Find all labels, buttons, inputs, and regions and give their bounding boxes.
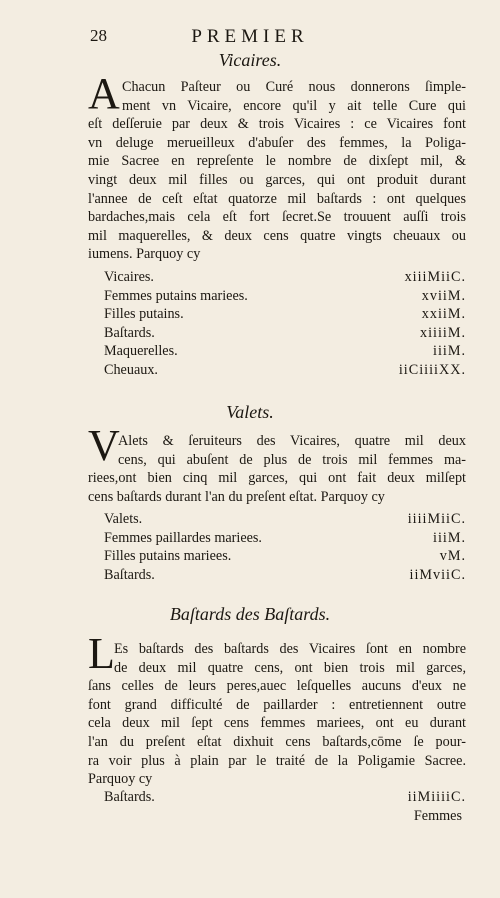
text-line: mil maquerelles, & deux cens quatre vingts cheuaux ou [88,227,466,244]
text-line: font grand difficulté de paillarder : entretiennent outre [88,696,466,713]
paragraph-valets [88,432,466,506]
tally-label: Filles putains. [104,306,184,323]
tally-value: iiMviiC. [409,566,466,583]
page-header [0,26,500,50]
text-line: l'annee de ceſt eſtat quatorze mil baſtards : ont quelques [88,190,466,207]
text-line: iumens. Parquoy cy [88,246,201,263]
text-line: de deux mil quatre cens, ont bien trois mil garces, [114,659,466,676]
text-line: mie Sacree en repreſente le nombre de dixſept mil, & [88,153,466,170]
tally-row [104,510,466,529]
tally-value: iiiM. [433,343,466,360]
text-line: Chacun Paſteur ou Curé nous donnerons ſimple- [122,79,466,95]
tally-label: Femmes putains mariees. [104,287,248,304]
paragraph-bastards [88,640,466,789]
drop-cap: V [88,421,120,470]
text-line: cela deux mil ſept cens femmes mariees, ont eu durant [88,715,466,732]
tally-value: iiMiiiiC. [407,789,466,805]
tally-row [104,547,466,566]
drop-cap: L [88,629,115,678]
section-title-valets: Valets. [226,402,274,422]
tally-row [104,788,466,807]
tally-label: Valets. [104,511,143,527]
text-line: cens baſtards durant l'an du preſent eſtat. Parquoy cy [88,488,385,505]
tally-row [104,529,466,548]
tally-label: Baſtards. [104,324,155,341]
drop-cap: A [88,69,120,118]
tally-row [104,324,466,343]
running-title: PREMIER [191,26,309,47]
page-number: 28 [90,26,107,45]
tally-value: iiCiiiiXX. [398,361,466,378]
tally-label: Baſtards. [104,789,155,805]
tally-valets [104,510,466,584]
tally-value: vM. [439,548,466,565]
text-line: bardaches,mais cela eſt fort ſecret.Se trouuent auſſi trois [88,209,466,226]
tally-label: Maquerelles. [104,343,178,360]
paragraph-vicaires [88,78,466,264]
tally-row [104,287,466,306]
tally-label: Cheuaux. [104,361,158,378]
section-title-vicaires: Vicaires. [218,50,282,70]
tally-vicaires [104,268,466,380]
tally-label: Vicaires. [104,269,154,285]
tally-row [104,305,466,324]
tally-row [104,566,466,585]
tally-row [104,361,466,380]
text-line: l'an du preſent eſtat dixhuit cens baſtards,cōme ſe pour- [88,733,466,750]
text-line: eſt deſſeruie par deux & trois Vicaires : ce Vicaires font [88,116,466,133]
text-line: ſans celles de leurs peres,auec leſquelles aucuns d'eux ne [88,678,466,695]
text-line: vn deluge merueilleux d'abuſer des femmes, la Poliga- [88,134,466,151]
tally-value: iiiiMiiC. [407,511,466,527]
tally-row [104,268,466,287]
text-line: Es baſtards des baſtards des Vicaires ſont en nombre [114,641,466,657]
section-title-bastards: Baſtards des Baſtards. [169,604,331,624]
text-line: ment vn Vicaire, encore qu'il y ait telle Cure qui [122,97,466,114]
tally-label: Filles putains mariees. [104,548,232,565]
tally-bastards [104,788,466,807]
tally-label: Femmes paillardes mariees. [104,529,262,546]
text-line: Alets & ſeruiteurs des Vicaires, quatre mil deux [118,433,466,449]
tally-label: Baſtards. [104,566,155,583]
tally-value: xiiiMiiC. [404,269,466,285]
tally-value: xviiM. [421,287,466,304]
text-line: ra voir plus à plain par le traité de la Poligamie Sacree. [88,752,466,769]
text-line: cens, qui abuſent de plus de trois mil femmes ma- [118,451,466,468]
text-line: Parquoy cy [88,771,153,788]
tally-row [104,342,466,361]
tally-value: xiiiiM. [419,324,466,341]
text-line: vingt deux mil filles ou garces, qui ont produit durant [88,171,466,188]
tally-value: iiiM. [433,529,466,546]
catchword: Femmes [413,808,462,824]
tally-value: xxiiM. [421,306,466,323]
text-line: riees,ont bien cinq mil garces, qui ont fait deux milſept [88,470,466,487]
